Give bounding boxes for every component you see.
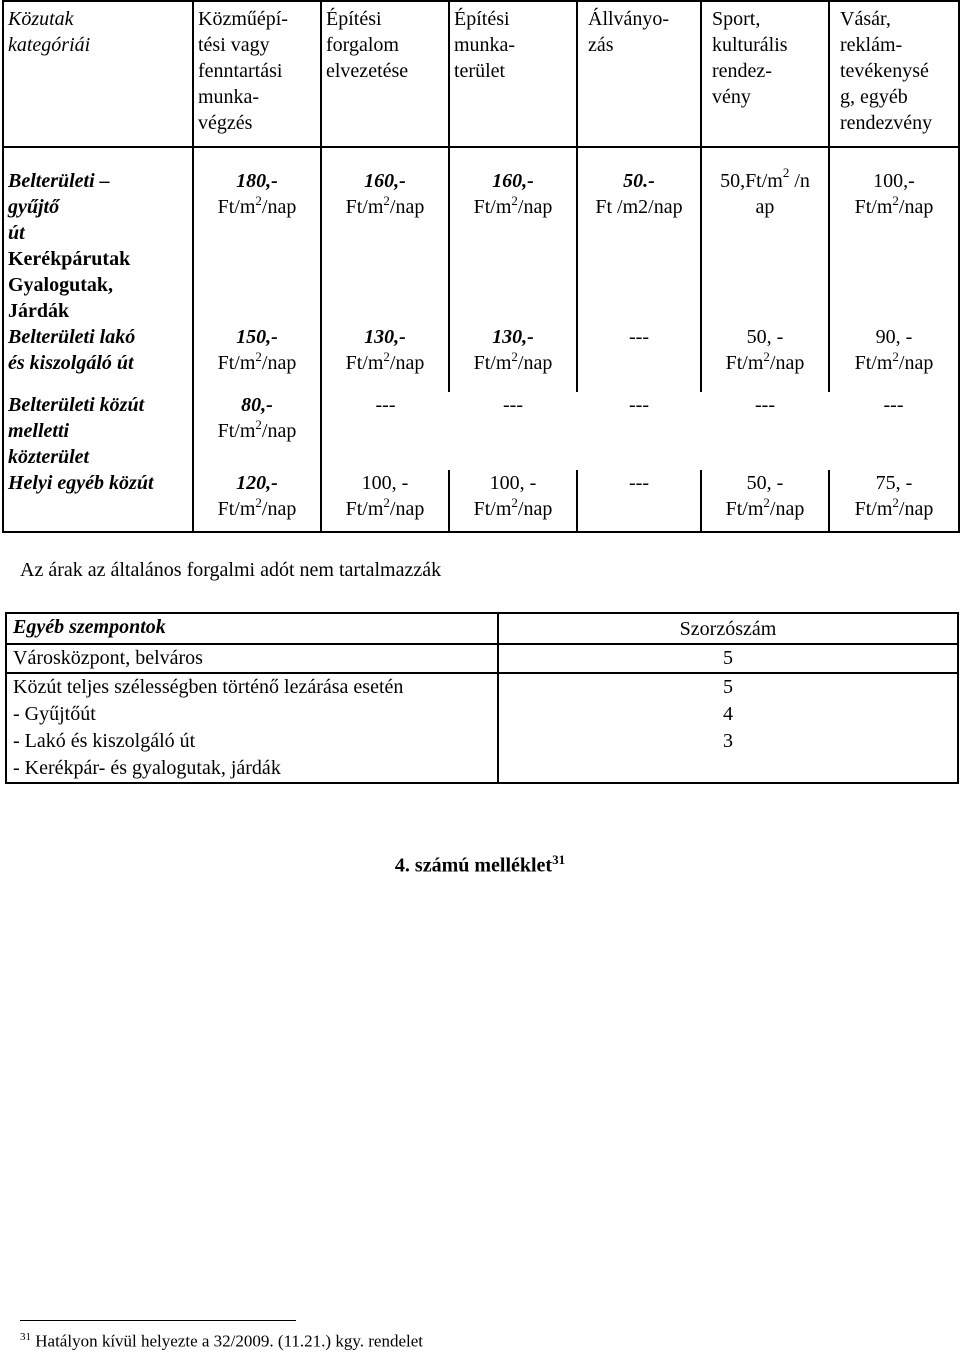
table-row <box>3 147 959 324</box>
header-line: g, egyéb <box>840 86 908 108</box>
header-work-area <box>449 1 577 147</box>
price-value: $50,Ft/m^2$ /n <box>720 165 810 192</box>
header-line: Állványo- <box>588 8 670 30</box>
vat-note: Az árak az általános forgalmi adót nem tartalmazzák <box>20 559 442 581</box>
category-line: Helyi egyéb közút <box>8 472 154 494</box>
header-line: zás <box>588 34 614 56</box>
header-line: Közműépí- <box>198 8 288 30</box>
multiplier-value-line: 3 <box>723 730 733 752</box>
annex-title-text: 4. számú melléklet <box>394 854 553 877</box>
price-cell <box>577 470 701 532</box>
header-line: reklám- <box>840 34 903 56</box>
multiplier-value-line: 4 <box>723 703 733 725</box>
price-value: 130,- <box>364 326 406 348</box>
category-line: és kiszolgáló út <box>8 352 134 374</box>
footnote-text: Hatályon kívül helyezte a 32/2009. (11.21.) kgy. rendelet <box>35 1331 423 1351</box>
header-line: munka- <box>198 86 260 108</box>
fees-header-row <box>3 1 959 147</box>
price-unit: $Ft/m^2$/nap <box>854 495 934 520</box>
category-line: gyűjtő út <box>8 196 60 244</box>
multiplier-header-row <box>6 613 958 644</box>
header-line: kategóriái <box>8 34 91 56</box>
price-value: --- <box>629 326 649 348</box>
price-unit: Ft /m2/nap <box>595 196 683 218</box>
price-value: 160,- <box>364 170 406 192</box>
price-value: 130,- <box>492 326 534 348</box>
price-cell <box>321 392 449 470</box>
category-cell <box>3 147 193 324</box>
category-cell <box>3 470 193 532</box>
price-cell <box>449 470 577 532</box>
price-unit: $Ft/m^2$/nap <box>345 193 425 218</box>
price-cell <box>701 147 829 324</box>
price-value: --- <box>503 394 523 416</box>
category-line: Belterületi közút <box>8 394 145 416</box>
multiplier-line: - Gyűjtőút <box>13 703 96 725</box>
header-line: rendezvény <box>840 112 933 134</box>
price-cell <box>577 392 701 470</box>
price-cell <box>577 147 701 324</box>
footnote-number: 31 <box>20 1331 31 1343</box>
price-cell <box>193 392 321 470</box>
multiplier-header-value: Szorzószám <box>498 613 958 644</box>
price-unit: $Ft/m^2$/nap <box>217 349 297 374</box>
price-unit: $Ft/m^2$/nap <box>345 495 425 520</box>
footnote <box>20 1331 423 1352</box>
header-category <box>3 1 193 147</box>
table-row <box>3 392 959 470</box>
price-unit: ap <box>755 196 775 218</box>
price-value: 100, - <box>489 472 537 494</box>
price-value: --- <box>755 394 775 416</box>
price-unit: $Ft/m^2$/nap <box>854 349 934 374</box>
price-value: 100,- <box>873 170 915 192</box>
header-line: tési vagy <box>198 34 270 56</box>
category-line: Járdák <box>8 300 70 322</box>
header-line: Közutak <box>8 8 74 30</box>
footnote-ref[interactable]: 31 <box>552 852 566 867</box>
price-value: 100, - <box>361 472 409 494</box>
header-line: végzés <box>198 112 253 134</box>
header-line: Vásár, <box>840 8 891 30</box>
price-unit: $Ft/m^2$/nap <box>217 193 297 218</box>
category-line: Belterületi lakó <box>8 326 136 348</box>
price-value: 180,- <box>236 170 278 192</box>
price-cell <box>701 470 829 532</box>
price-value: 80,- <box>241 394 273 416</box>
price-unit: $Ft/m^2$/nap <box>473 193 553 218</box>
header-fair-advertising <box>829 1 959 147</box>
price-cell <box>829 147 959 324</box>
category-line: melletti <box>8 420 70 442</box>
multiplier-value-line: 5 <box>723 676 733 698</box>
price-cell <box>321 470 449 532</box>
header-line: vény <box>712 86 751 108</box>
price-cell <box>829 470 959 532</box>
price-value: --- <box>629 394 649 416</box>
multiplier-label <box>6 673 498 783</box>
header-line: Sport, <box>712 8 761 30</box>
multiplier-line: Közút teljes szélességben történő lezárása esetén <box>13 676 404 698</box>
header-line: tevékenysé <box>840 60 929 82</box>
header-scaffolding <box>577 1 701 147</box>
header-line: Építési <box>326 8 382 30</box>
annex-title <box>0 852 960 878</box>
price-cell <box>577 324 701 392</box>
price-cell <box>193 470 321 532</box>
header-line: munka- <box>454 34 516 56</box>
price-cell <box>449 147 577 324</box>
price-cell <box>449 392 577 470</box>
header-utility-work <box>193 1 321 147</box>
category-cell <box>3 392 193 470</box>
price-unit: $Ft/m^2$/nap <box>854 193 934 218</box>
price-value: 160,- <box>492 170 534 192</box>
category-line: Kerékpárutak <box>8 248 131 270</box>
price-cell <box>193 147 321 324</box>
price-value: 90, - <box>875 326 913 348</box>
price-cell <box>701 324 829 392</box>
price-value: 50, - <box>746 472 784 494</box>
price-value: --- <box>883 394 904 416</box>
header-sport-culture <box>701 1 829 147</box>
price-unit: $Ft/m^2$/nap <box>725 495 805 520</box>
header-line: elvezetése <box>326 60 409 82</box>
table-row <box>3 470 959 532</box>
price-value: 50.- <box>623 170 655 192</box>
header-traffic-diversion <box>321 1 449 147</box>
price-value: 75, - <box>875 472 913 494</box>
multiplier-table <box>5 612 959 784</box>
price-unit: $Ft/m^2$/nap <box>217 417 297 442</box>
multiplier-line: - Lakó és kiszolgáló út <box>13 730 196 752</box>
price-value: --- <box>629 472 649 494</box>
price-cell <box>321 324 449 392</box>
category-cell <box>3 324 193 392</box>
price-cell <box>829 392 959 470</box>
category-line: közterület <box>8 446 90 468</box>
multiplier-line: - Kerékpár- és gyalogutak, járdák <box>13 757 281 779</box>
price-unit: $Ft/m^2$/nap <box>725 349 805 374</box>
header-line: forgalom <box>326 34 399 56</box>
table-row <box>6 644 958 673</box>
header-line: Építési <box>454 8 510 30</box>
header-line: rendez- <box>712 60 772 82</box>
category-line: Gyalogutak, <box>8 274 114 296</box>
footnote-divider <box>20 1320 296 1321</box>
header-line: fenntartási <box>198 60 283 82</box>
multiplier-value: 5 <box>498 644 958 673</box>
header-line: terület <box>454 60 506 82</box>
price-unit: $Ft/m^2$/nap <box>473 495 553 520</box>
fees-table <box>2 0 960 533</box>
header-line: kulturális <box>712 34 788 56</box>
price-cell <box>321 147 449 324</box>
price-cell <box>829 324 959 392</box>
price-unit: $Ft/m^2$/nap <box>345 349 425 374</box>
multiplier-value <box>498 673 958 783</box>
price-cell <box>701 392 829 470</box>
price-unit: $Ft/m^2$/nap <box>217 495 297 520</box>
price-value: 150,- <box>236 326 278 348</box>
price-value: 50, - <box>746 326 784 348</box>
category-line: Belterületi – <box>8 170 110 192</box>
price-cell <box>449 324 577 392</box>
price-value: --- <box>375 394 396 416</box>
table-row <box>3 324 959 392</box>
price-value: 120,- <box>236 472 278 494</box>
price-unit: $Ft/m^2$/nap <box>473 349 553 374</box>
price-cell <box>193 324 321 392</box>
table-row <box>6 673 958 783</box>
multiplier-header-label: Egyéb szempontok <box>6 613 498 644</box>
multiplier-label: Városközpont, belváros <box>6 644 498 673</box>
